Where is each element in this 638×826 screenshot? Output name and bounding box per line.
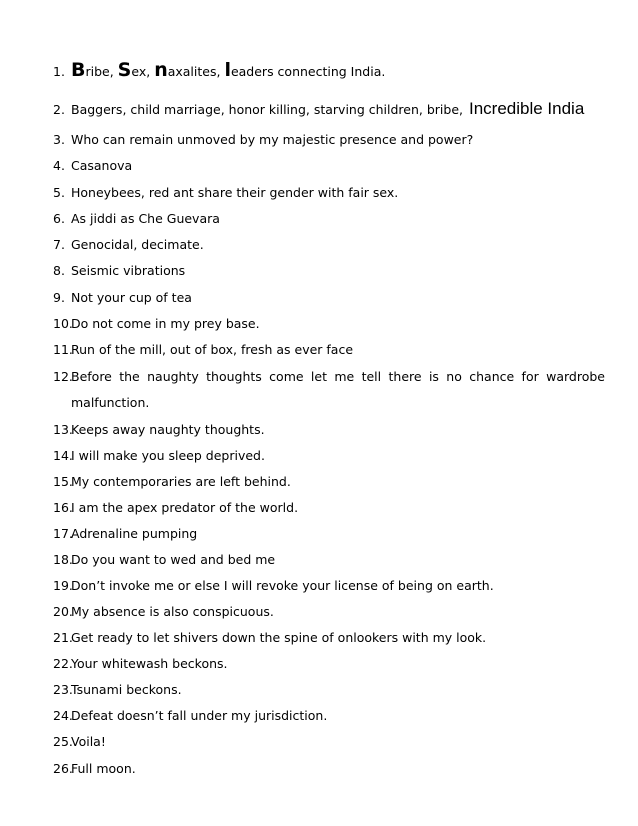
list-item (53, 96, 605, 123)
item-number: 21. (53, 630, 73, 645)
item-number: 17. (53, 526, 73, 541)
item-text (71, 59, 386, 81)
item-number: 5. (53, 185, 65, 200)
list-item (53, 495, 605, 521)
item-text: Defeat doesn’t fall under my jurisdiction. (71, 708, 328, 723)
initial-letter: l (224, 59, 231, 81)
item-number: 8. (53, 263, 65, 278)
initial-letter: n (154, 59, 168, 81)
item-number: 11. (53, 342, 73, 357)
item-text: Adrenaline pumping (71, 526, 198, 541)
item-number: 13. (53, 422, 73, 437)
list-item (53, 521, 605, 547)
word: tell (361, 369, 382, 384)
item-text: Who can remain unmoved by my majestic presence and power? (71, 132, 474, 147)
item-text: I will make you sleep deprived. (71, 448, 265, 463)
list-item (53, 625, 605, 651)
list-item (53, 258, 605, 284)
list-item (53, 337, 605, 363)
item-number: 20. (53, 604, 73, 619)
word: no (446, 369, 462, 384)
word-fragment: ribe, (85, 64, 118, 79)
item-number: 14. (53, 448, 73, 463)
list-item (53, 127, 605, 153)
list-item (53, 232, 605, 258)
item-number: 4. (53, 158, 65, 173)
word: is (428, 369, 439, 384)
list-item (53, 599, 605, 625)
item-text: Genocidal, decimate. (71, 237, 204, 252)
word: let (310, 369, 327, 384)
item-text: Do not come in my prey base. (71, 316, 260, 331)
item-number: 22. (53, 656, 73, 671)
item-text: Not your cup of tea (71, 290, 192, 305)
word: thoughts (206, 369, 262, 384)
list-item (53, 417, 605, 443)
list-item (53, 311, 605, 337)
item-number: 26. (53, 761, 73, 776)
item-text: Casanova (71, 158, 133, 173)
list-item (53, 206, 605, 232)
word: there (388, 369, 422, 384)
item-text: Honeybees, red ant share their gender with fair sex. (71, 185, 399, 200)
item-number: 3. (53, 132, 65, 147)
word: chance (469, 369, 515, 384)
list-item (53, 677, 605, 703)
item-number: 2. (53, 102, 65, 117)
item-text: Keeps away naughty thoughts. (71, 422, 265, 437)
list-item (53, 153, 605, 179)
word: Before (71, 369, 112, 384)
highlight-text: Incredible India (468, 99, 585, 118)
item-text: Full moon. (71, 761, 136, 776)
item-continuation: malfunction. (71, 395, 150, 410)
list-item (53, 180, 605, 206)
item-text: As jiddi as Che Guevara (71, 211, 220, 226)
list-item (53, 285, 605, 311)
item-text: Baggers, child marriage, honor killing, starving children, bribe, (71, 102, 463, 117)
list-item (53, 651, 605, 677)
word: the (119, 369, 140, 384)
word: me (334, 369, 355, 384)
word: wardrobe (546, 369, 605, 384)
item-number: 16. (53, 500, 73, 515)
initial-letter: S (117, 59, 132, 81)
list-item (53, 364, 605, 416)
list-item (53, 547, 605, 573)
item-text: Run of the mill, out of box, fresh as ever face (71, 342, 354, 357)
item-text: Do you want to wed and bed me (71, 552, 276, 567)
list-item (53, 59, 605, 85)
item-text: Tsunami beckons. (71, 682, 182, 697)
item-number: 7. (53, 237, 65, 252)
item-number: 18. (53, 552, 73, 567)
list-item (53, 443, 605, 469)
item-text: I am the apex predator of the world. (71, 500, 299, 515)
item-number: 1. (53, 64, 65, 79)
word: come (269, 369, 304, 384)
item-number: 6. (53, 211, 65, 226)
item-first-line (53, 364, 605, 390)
item-text (71, 364, 605, 390)
item-number: 24. (53, 708, 73, 723)
word: for (521, 369, 539, 384)
item-text: Seismic vibrations (71, 263, 186, 278)
list-item (53, 703, 605, 729)
list-item (53, 469, 605, 495)
item-text: Your whitewash beckons. (71, 656, 228, 671)
item-number: 15. (53, 474, 73, 489)
item-number: 12. (53, 369, 73, 384)
item-text: Don’t invoke me or else I will revoke your license of being on earth. (71, 578, 494, 593)
item-number: 10. (53, 316, 73, 331)
list-item (53, 756, 605, 782)
list-item (53, 573, 605, 599)
item-number: 9. (53, 290, 65, 305)
item-text: Voila! (71, 734, 106, 749)
item-number: 19. (53, 578, 73, 593)
item-number: 23. (53, 682, 73, 697)
item-text: My absence is also conspicuous. (71, 604, 274, 619)
word-fragment: eaders connecting India. (230, 64, 386, 79)
word: naughty (147, 369, 199, 384)
initial-letter: B (71, 59, 86, 81)
item-number: 25. (53, 734, 73, 749)
item-text: Get ready to let shivers down the spine of onlookers with my look. (71, 630, 487, 645)
word-fragment: axalites, (167, 64, 225, 79)
item-text: My contemporaries are left behind. (71, 474, 291, 489)
list-item (53, 729, 605, 755)
word-fragment: ex, (131, 64, 155, 79)
